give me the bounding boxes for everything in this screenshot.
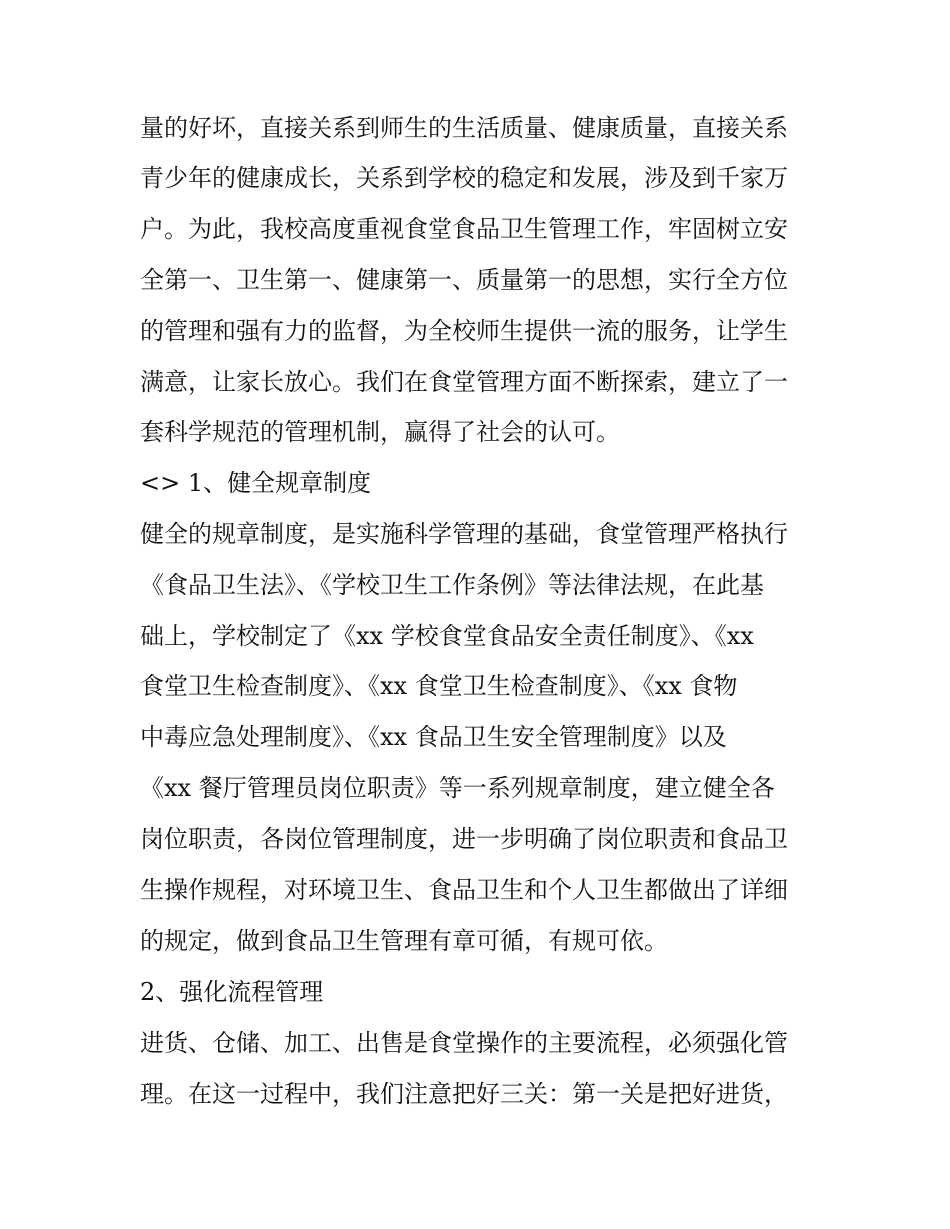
paragraph-2-line-2: 《食品卫生法》、《学校卫生工作条例》等法律法规，在此基 [140,571,764,599]
paragraph-2-line-8: 生操作规程，对环境卫生、食品卫生和个人卫生都做出了详细 [140,876,788,904]
paragraph-1-line-6: 满意，让家长放心。我们在食堂管理方面不断探索，建立了一 [140,368,788,396]
paragraph-1-line-2: 青少年的健康成长，关系到学校的稳定和发展，涉及到千家万 [140,164,788,192]
paragraph-1-line-5: 的管理和强有力的监督，为全校师生提供一流的服务，让学生 [140,317,788,345]
paragraph-1-line-3: 户。为此，我校高度重视食堂食品卫生管理工作，牢固树立安 [140,215,788,243]
paragraph-2-line-6: 《xx 餐厅管理员岗位职责》等一系列规章制度，建立健全各 [140,774,775,802]
paragraph-1-line-7: 套科学规范的管理机制，赢得了社会的认可。 [140,418,620,446]
paragraph-2-line-3: 础上，学校制定了《xx 学校食堂食品安全责任制度》、《xx [140,622,754,650]
section-heading-2: 2、强化流程管理 [140,978,324,1006]
paragraph-2-line-4: 食堂卫生检查制度》、《xx 食堂卫生检查制度》、《xx 食物 [140,672,738,700]
paragraph-2-line-9: 的规定，做到食品卫生管理有章可循，有规可依。 [140,927,668,955]
paragraph-2-line-7: 岗位职责，各岗位管理制度，进一步明确了岗位职责和食品卫 [140,825,788,853]
paragraph-3-line-1: 进货、仓储、加工、出售是食堂操作的主要流程，必须强化管 [140,1029,788,1057]
paragraph-2-line-1: 健全的规章制度，是实施科学管理的基础，食堂管理严格执行 [140,520,788,548]
paragraph-3-line-2: 理。在这一过程中，我们注意把好三关：第一关是把好进货， [140,1080,788,1108]
paragraph-2-line-5: 中毒应急处理制度》、《xx 食品卫生安全管理制度》以及 [140,723,727,751]
section-heading-1: <> 1、健全规章制度 [140,469,372,497]
paragraph-1-line-4: 全第一、卫生第一、健康第一、质量第一的思想，实行全方位 [140,266,788,294]
paragraph-1-line-1: 量的好坏，直接关系到师生的生活质量、健康质量，直接关系 [140,114,788,142]
